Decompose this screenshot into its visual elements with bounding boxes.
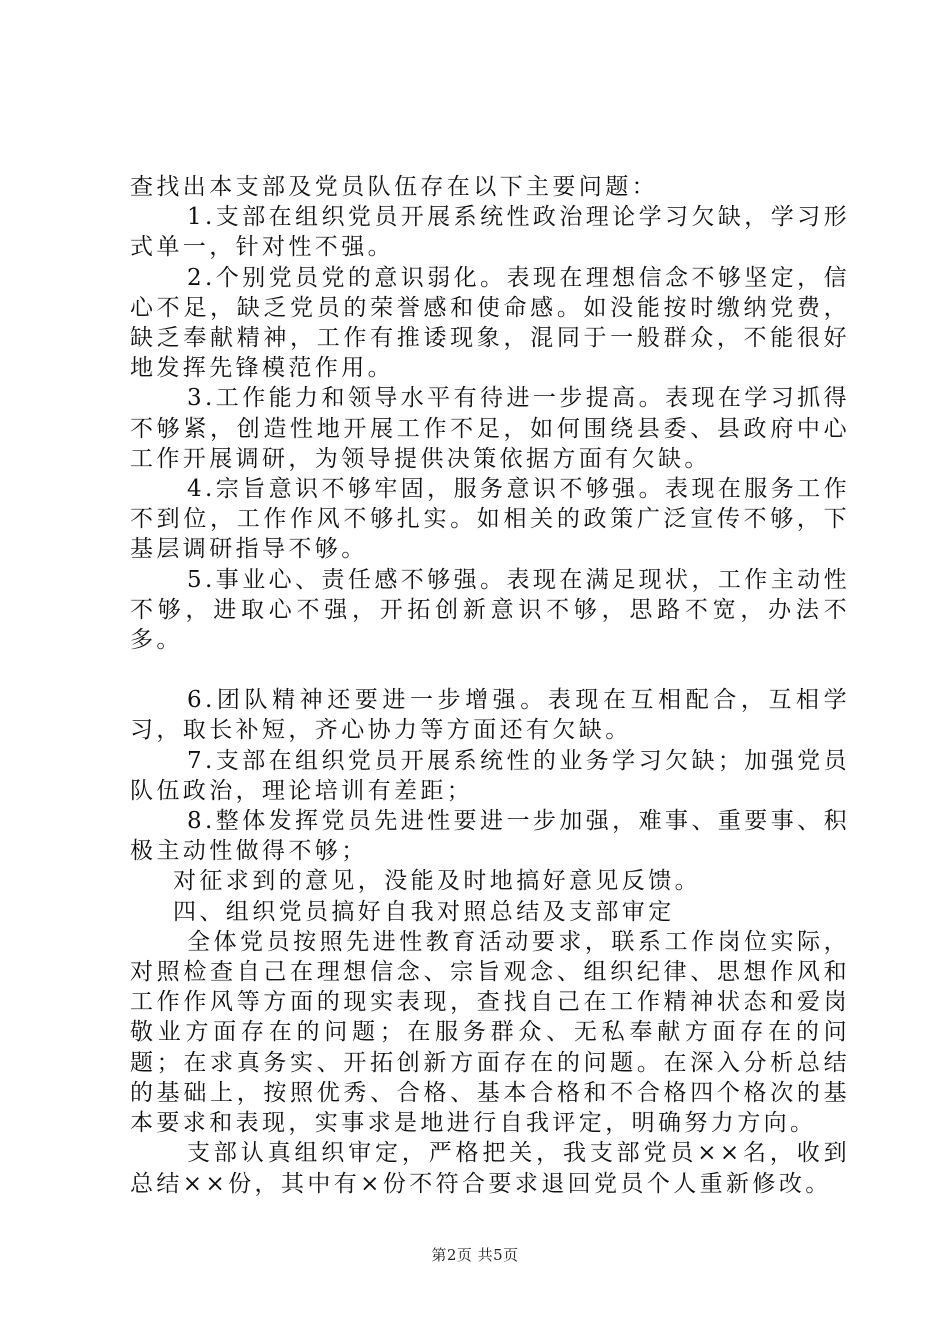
paragraph-item-6: 6.团队精神还要进一步增强。表现在互相配合，互相学习，取长补短，齐心协力等方面还有欠缺。 [130, 687, 850, 744]
paragraph-branch-review: 支部认真组织审定，严格把关，我支部党员××名，收到总结××份，其中有×份不符合要求退回党员个人重新修改。 [130, 1140, 850, 1197]
paragraph-item-5: 5.事业心、责任感不够强。表现在满足现状，工作主动性不够，进取心不强，开拓创新意识不够，思路不宽，办法不多。 [130, 566, 850, 654]
paragraph-intro: 查找出本支部及党员队伍存在以下主要问题： [130, 174, 658, 200]
paragraph-item-7: 7.支部在组织党员开展系统性的业务学习欠缺；加强党员队伍政治，理论培训有差距； [130, 747, 850, 804]
paragraph-item-3: 3.工作能力和领导水平有待进一步提高。表现在学习抓得不够紧，创造性地开展工作不足，如何围绕县委、县政府中心工作开展调研，为领导提供决策依据方面有欠缺。 [130, 385, 850, 472]
document-body [130, 172, 850, 1199]
paragraph-gap [130, 655, 850, 685]
paragraph-self-review: 全体党员按照先进性教育活动要求，联系工作岗位实际，对照检查自己在理想信念、宗旨观念、组织纪律、思想作风和工作作风等方面的现实表现，查找自己在工作精神状态和爱岗敬业方面存在的问题；在服务群众、无私奉献方面存在的问题；在求真务实、开拓创新方面存在的问题。在深入分析总结的基础上，按照优秀、合格、基本合格和不合格四个格次的基本要求和表现，实事求是地进行自我评定，明确努力方向。 [130, 928, 850, 1137]
section-heading-four: 四、组织党员搞好自我对照总结及支部审定 [173, 898, 675, 925]
paragraph-item-2: 2.个别党员党的意识弱化。表现在理想信念不够坚定，信心不足，缺乏党员的荣誉感和使命感。如没能按时缴纳党费，缺乏奉献精神，工作有推诿现象，混同于一般群众，不能很好地发挥先锋模范作用。 [130, 264, 850, 382]
page-number-footer: 第2页 共5页 [431, 1246, 519, 1264]
paragraph-item-1: 1.支部在组织党员开展系统性政治理论学习欠缺，学习形式单一，针对性不强。 [130, 204, 850, 261]
paragraph-item-8: 8.整体发挥党员先进性要进一步加强，难事、重要事、积极主动性做得不够； [130, 808, 850, 865]
paragraph-item-4: 4.宗旨意识不够牢固，服务意识不够强。表现在服务工作不到位，工作作风不够扎实。如相关的政策广泛宣传不够，下基层调研指导不够。 [130, 476, 850, 563]
paragraph-feedback: 对征求到的意见，没能及时地搞好意见反馈。 [173, 868, 701, 895]
